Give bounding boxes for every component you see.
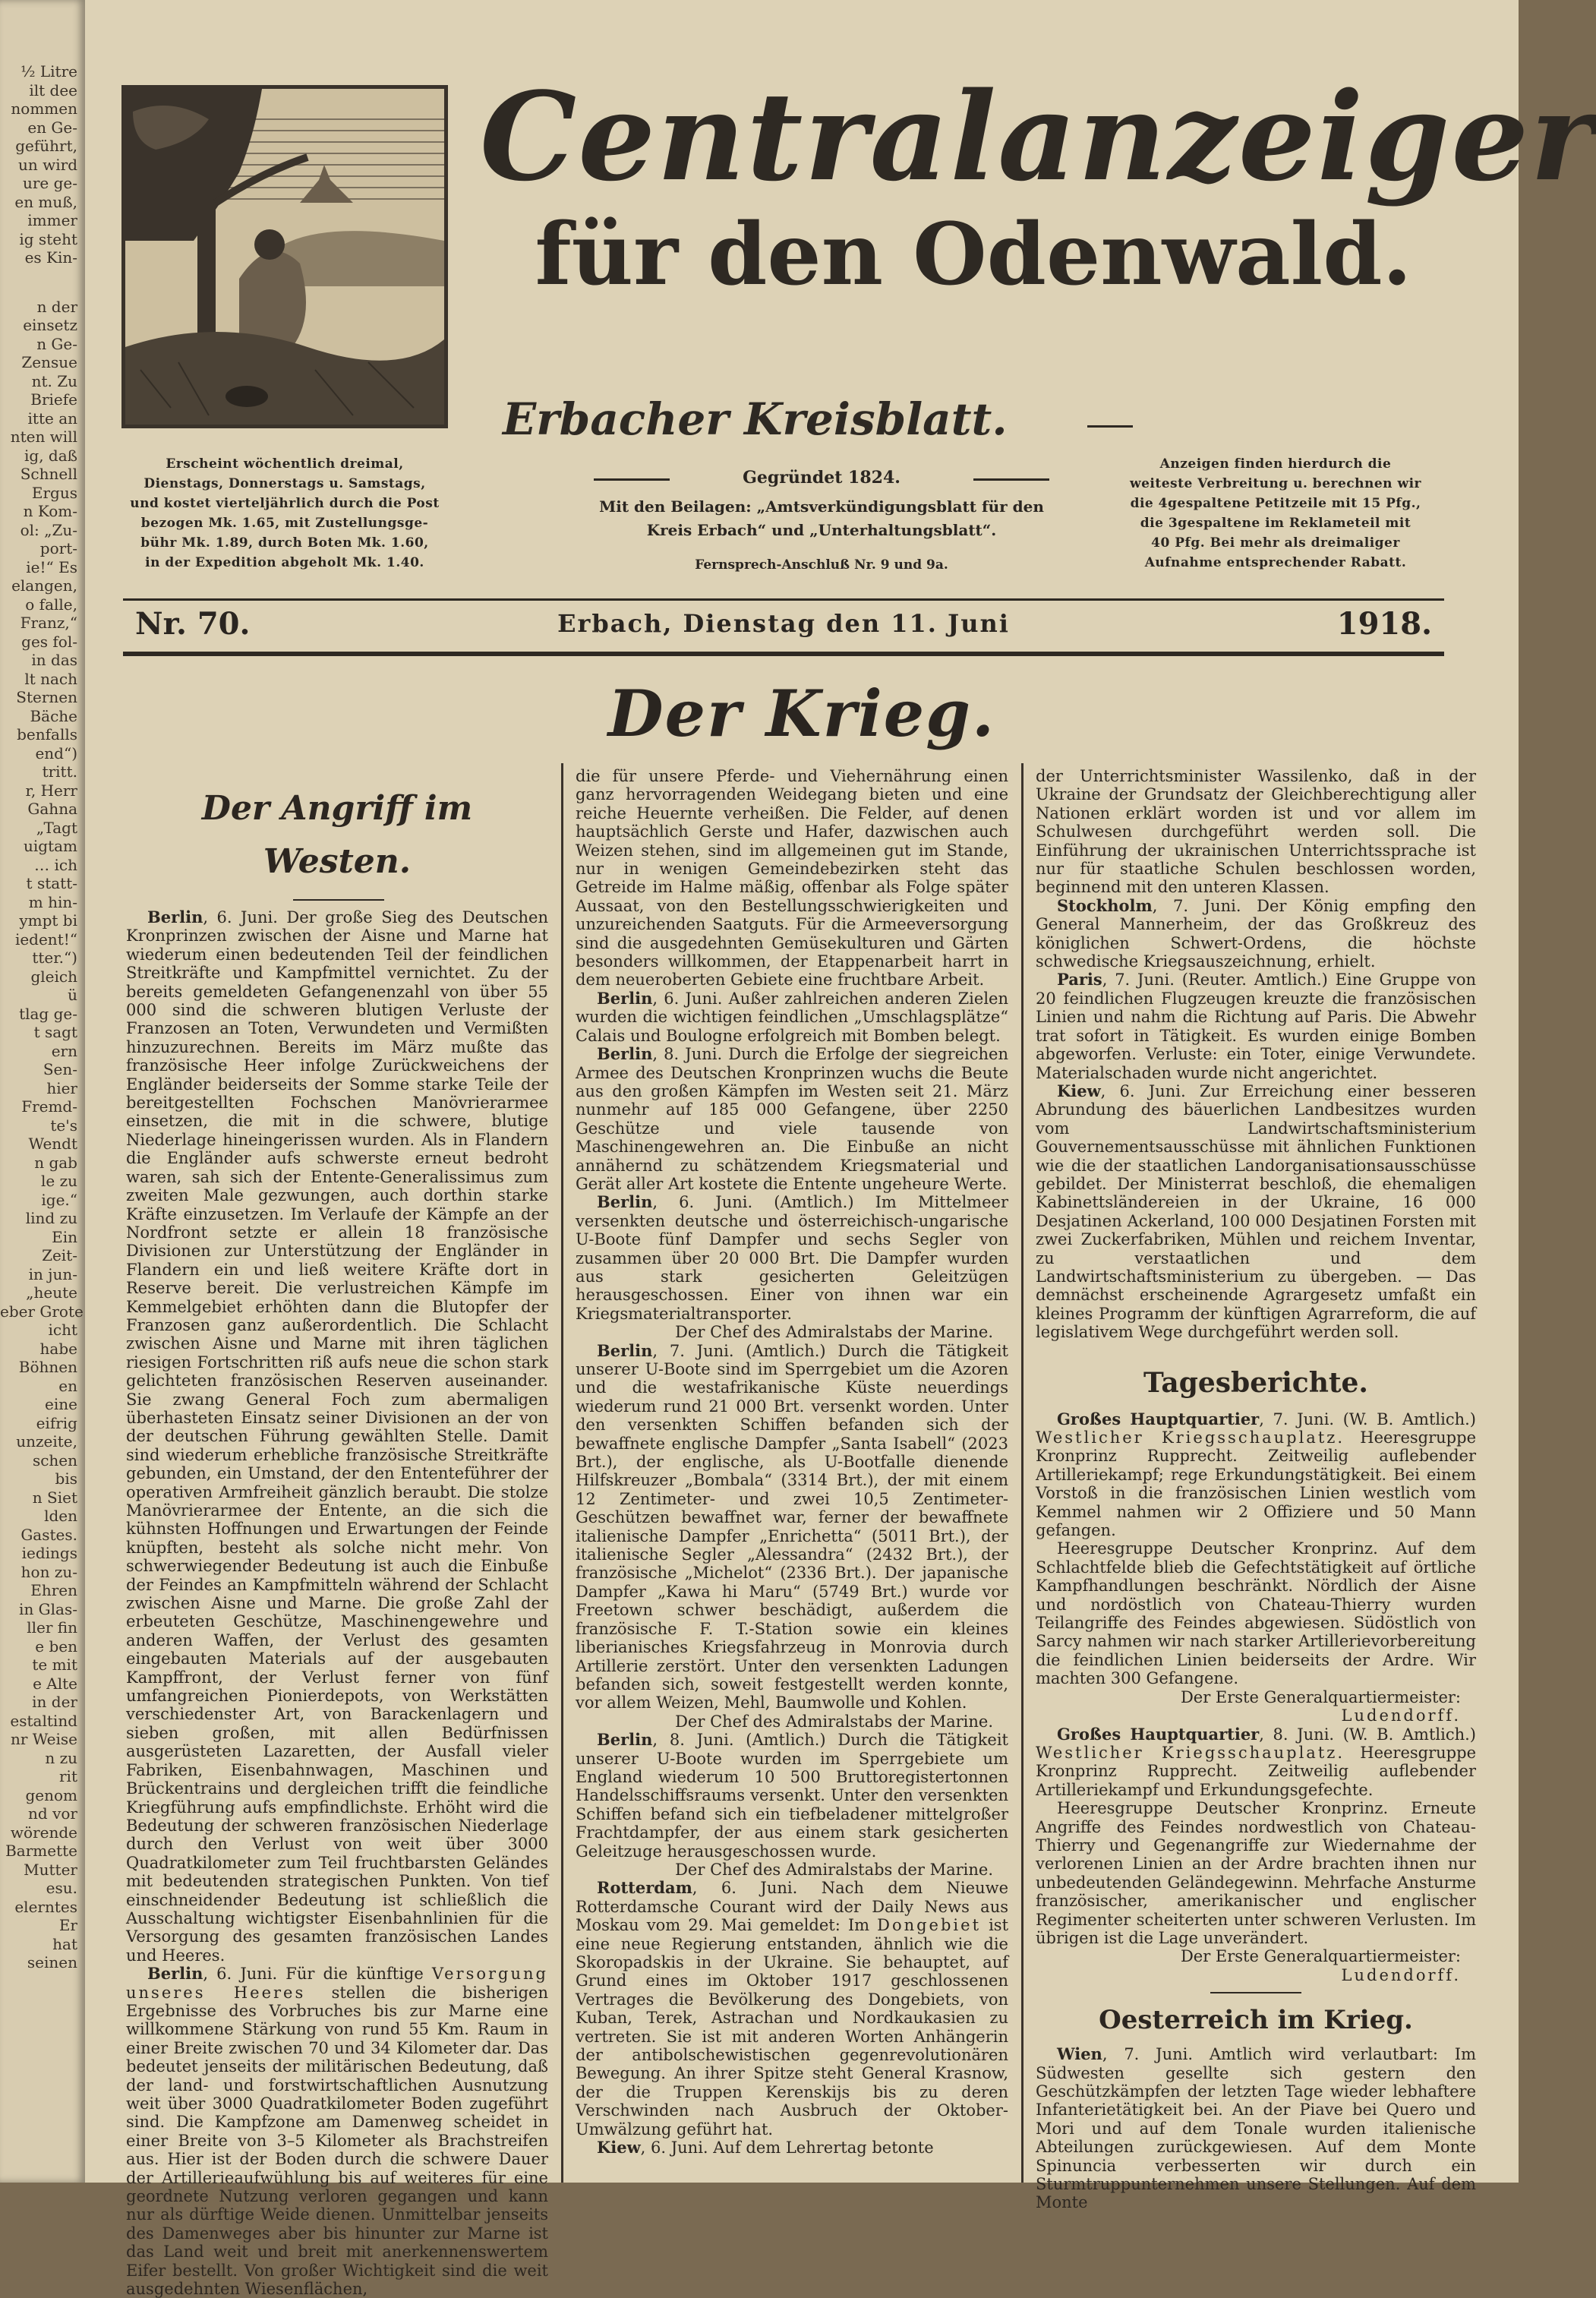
adjacent-page-fragment: Ein: [52, 1227, 77, 1246]
adjacent-page-fragment: t sagt: [33, 1023, 77, 1041]
paragraph-text: , 6. Juni. (Amtlich.) Im Mittelmeer versenkten deutsche und österreichisch-ungarische U-Boote fünf Dampfer und sechs Segler von zusammen über 20 000 Brt. Die Dampfer wurden aus stark gesicherten Geleitzügen herausgeschossen. Einer von ihnen war ein Kriegsmaterialtransporter.: [576, 1193, 1008, 1323]
article-paragraph: [576, 2139, 1008, 2157]
adjacent-page-fragment: nten will: [10, 428, 77, 446]
adjacent-page-fragment: hon zu-: [21, 1562, 77, 1581]
adjacent-page-fragment: te mit: [32, 1656, 77, 1674]
place-name: Großes Hauptquartier: [1057, 1409, 1260, 1428]
adjacent-page-fragment: in Glas-: [19, 1599, 77, 1618]
adjacent-page-fragment: nommen: [11, 99, 77, 118]
article-paragraph: [576, 1045, 1008, 1193]
article-paragraph: Heeresgruppe Deutscher Kronprinz. Auf dem Schlachtfelde blieb die Gefechtstätigkeit auf örtliche Kampfhandlungen beschränkt. Nördlich der Aisne und nordöstlich von Chateau-Thierry wurden Teilangriffe des Feindes abgewiesen. Südöstlich von Sarcy nahmen wir nach starker Artillerievorbereitung die feindlichen Linien beiderseits der Ardre. Wir machten 300 Gefangene.: [1036, 1539, 1476, 1688]
place-name: Rotterdam: [597, 1878, 692, 1898]
adjacent-page-fragment: benfalls: [17, 725, 77, 743]
place-name: Berlin: [597, 1044, 653, 1064]
paragraph-text: , 6. Juni. Zur Erreichung einer besseren Abrundung des bäuerlichen Landbesitzes wurden vom Landwirtschaftsministerium Gouvernementsausschüsse mit ähnlichen Funktionen wie die der staatlichen Landorganisationsausschüsse gebildet. Der Ministerrat beschloß, die ehemaligen Kabinettsländereien in der Ukraine, 16 000 Desjatinen Ackerland, 100 000 Desjatinen Forsten mit zwei Zuckerfabriken, Mühlen und reichem Inventar, zu verstaatlichen und dem Landwirtschaftsministerium zu übergeben. — Das demnächst erscheinende Agrargesetz umfaßt ein kleines Programm der künftigen Agrarreform, die auf legislativem Wege durchgeführt werden soll.: [1036, 1081, 1476, 1342]
paragraph-text: , 7. Juni. (Amtlich.) Durch die Tätigkeit unserer U-Boote sind im Sperrgebiet um die Azoren und die westafrikanische Küste neuerdings wiederum rund 21 000 Brt. versenkt worden. Unter den versenkten Schiffen befanden sich der bewaffnete englische Dampfer „Santa Isabell“ (2023 Brt.), der englische, als U-Bootfalle dienende Hilfskreuzer „Bombala“ (3314 Brt.), der mit einem 12 Zentimeter- und zwei 10,5 Zentimeter-Geschützen bewaffnet war, ferner der bewaffnete italienische Dampfer „Enrichetta“ (5011 Brt.), der italienische Segler „Alessandra“ (2432 Brt.), der französische „Michelot“ (2336 Brt.). Der japanische Dampfer „Kawa hi Maru“ (5749 Brt.) wurde vor Freetown schwer beschädigt, außerdem die französische F. T.-Station sowie ein kleines liberianisches Kriegsfahrzeug in Monrovia durch Artillerie zerstört. Unter den versenkten Ladungen befanden sich, soweit festgestellt werden konnte, vor allem Weizen, Mehl, Baumwolle und Kohlen.: [576, 1341, 1008, 1712]
adjacent-page-fragment: Böhnen: [18, 1358, 77, 1376]
adjacent-page-fragment: geführt,: [15, 137, 77, 155]
article-paragraph: [576, 1731, 1008, 1861]
adjacent-page-fragment: seinen: [27, 1953, 77, 1971]
adjacent-page-fragment: Wendt: [28, 1135, 77, 1153]
adjacent-page-fragment: Sternen: [16, 688, 77, 706]
spaced-text: Versorgung unseres Heeres: [126, 1965, 548, 2002]
adjacent-page-fragment: Bäche: [30, 706, 77, 725]
signature: Der Erste Generalquartiermeister:: [1180, 1687, 1461, 1706]
adjacent-page-fragment: Schnell: [20, 465, 77, 483]
adjacent-page-fragment: eine: [45, 1395, 77, 1413]
column-2: [576, 767, 1008, 2157]
adjacent-page-fragment: „heute: [26, 1283, 77, 1302]
adjacent-page-fragment: Sen-: [43, 1060, 77, 1078]
article-paragraph: [1036, 971, 1476, 1081]
founded-line: Gegründet 1824.: [743, 468, 901, 488]
advertising-line: weiteste Verbreitung u. berechnen wir: [1129, 476, 1422, 491]
adjacent-page-fragment: ilt dee: [29, 80, 77, 99]
adjacent-page-fragment: hier: [46, 1078, 77, 1097]
adjacent-page-fragment: hat: [52, 1934, 77, 1953]
article-paragraph: [126, 908, 548, 1965]
adjacent-page-fragment: ympt bi: [19, 911, 77, 930]
adjacent-page-fragment: ½ Litre: [21, 62, 77, 80]
masthead-illustration: [121, 85, 448, 428]
adjacent-page-fragment: habe: [39, 1339, 77, 1358]
paragraph-text: , 7. Juni. Der König empfing den General Mannerheim, der das Großkreuz des königlichen Schwert-Ordens, die höchste schwedische Kriegsauszeichnung, erhielt.: [1036, 896, 1476, 971]
adjacent-page-fragment: esu.: [46, 1879, 77, 1897]
article-paragraph: [1036, 1082, 1476, 1342]
adjacent-page-fragment: t statt-: [26, 874, 77, 892]
adjacent-page-fragment: elangen,: [11, 576, 77, 595]
adjacent-page-fragment: Briefe: [30, 390, 77, 409]
adjacent-page-fragment: Franz,“: [20, 614, 77, 632]
article-heading: Tagesberichte.: [1143, 1366, 1368, 1399]
adjacent-page-fragment: ü: [68, 986, 77, 1004]
advertising-info: [1109, 454, 1443, 573]
subscription-line: und kostet vierteljährlich durch die Post: [130, 496, 440, 511]
adjacent-page-fragment: „Tagt: [36, 818, 77, 837]
adjacent-page-fragment: ure ge-: [22, 174, 77, 192]
adjacent-page-fragment: tter.“): [32, 949, 77, 967]
signature: Ludendorff.: [1341, 1706, 1461, 1725]
article-paragraph: [576, 1193, 1008, 1323]
adjacent-page-fragment: en muß,: [14, 192, 77, 211]
adjacent-page-fragment: rit: [59, 1767, 77, 1785]
subscription-line: in der Expedition abgeholt Mk. 1.40.: [145, 555, 424, 570]
issue-year: 1918.: [1336, 606, 1432, 642]
adjacent-page-fragment: en Ge-: [27, 118, 77, 137]
masthead-subtitle: Erbacher Kreisblatt.: [503, 393, 1008, 445]
article-heading: Oesterreich im Krieg.: [1099, 2005, 1413, 2036]
adjacent-page-strip: [0, 0, 85, 2183]
adjacent-page-fragment: iedings: [21, 1544, 77, 1562]
adjacent-page-fragment: Mutter: [24, 1860, 77, 1879]
adjacent-page-fragment: e Alte: [33, 1674, 77, 1693]
paragraph-text: , 6. Juni. Für die künftige: [203, 1965, 432, 1984]
adjacent-page-fragment: elerntes: [14, 1897, 77, 1916]
article-paragraph: [576, 990, 1008, 1045]
adjacent-page-fragment: wörende: [10, 1823, 77, 1842]
paragraph-text: , 8. Juni. (W. B. Amtlich.): [1259, 1725, 1476, 1744]
adjacent-page-fragment: Fremd-: [21, 1097, 77, 1116]
adjacent-page-fragment: schen: [32, 1450, 77, 1469]
adjacent-page-fragment: ig, daß: [24, 446, 77, 465]
signature: Der Chef des Admiralstabs der Marine.: [675, 1860, 993, 1879]
column-rule: [1021, 763, 1024, 2183]
ornament-rule: [1087, 425, 1133, 428]
adjacent-page-fragment: lt nach: [24, 669, 77, 688]
adjacent-page-fragment: ige.“: [41, 1190, 77, 1209]
adjacent-page-fragment: end“): [35, 743, 77, 762]
signature: Der Chef des Admiralstabs der Marine.: [675, 1712, 993, 1731]
adjacent-page-fragments-top: [0, 0, 85, 267]
adjacent-page-fragment: Zeit-: [42, 1246, 77, 1264]
adjacent-page-fragment: in jun-: [28, 1264, 77, 1283]
paragraph-text: , 6. Juni. Nach dem Nieuwe Rotterdamsche Courant wird der Daily News aus Moskau vom 29. Mai gemeldet: Im: [576, 1879, 1008, 1935]
paragraph-text: , 7. Juni. Amtlich wird verlautbart: Im Südwesten gesellte sich gestern den Geschützkämpfen der letzten Tage wieder lebhaftere Infanterietätigkeit bei. An der Piave bei Quero und Mori und auf dem Tonale wurden italienische Abteilungen zurückgewiesen. Auf dem Monte Spinuncia verbesserten wir durch ein Sturmtruppunternehmen unsere Stellungen. Auf dem Monte: [1036, 2045, 1476, 2212]
heading-rule: [293, 899, 384, 901]
adjacent-page-fragment: Gastes.: [21, 1525, 77, 1544]
subscription-info: [121, 454, 448, 573]
adjacent-page-fragment: icht: [48, 1321, 77, 1339]
subscription-line: bezogen Mk. 1.65, mit Zustellungsge-: [140, 516, 429, 531]
adjacent-page-fragment: … ich: [34, 855, 77, 874]
signature: Der Chef des Admiralstabs der Marine.: [675, 1323, 993, 1342]
subscription-line: Dienstags, Donnerstags u. Samstags,: [144, 476, 426, 491]
article-paragraph: [576, 1342, 1008, 1712]
adjacent-page-fragments-mid: [0, 298, 85, 1972]
adjacent-page-fragment: n der: [36, 297, 77, 316]
adjacent-page-fragment: ges fol-: [21, 632, 77, 651]
subscription-line: bühr Mk. 1.89, durch Boten Mk. 1.60,: [140, 535, 429, 551]
adjacent-page-fragment: tritt.: [42, 762, 77, 781]
paragraph-text: , 8. Juni. Durch die Erfolge der siegreichen Armee des Deutschen Kronprinzen wuchs die Beute aus den großen Kämpfen im Westen seit 21. März nunmehr auf 185 000 Gefangene, über 2250 Geschütze und viele tausende von Maschinengewehren an. Die Einbuße an nicht annähernd zu schätzendem Kriegsmaterial und Gerät aller Art kostete die Entente ungeheure Werte.: [576, 1045, 1008, 1193]
adjacent-page-fragment: un wird: [18, 155, 77, 174]
place-name: Berlin: [597, 1192, 653, 1212]
masthead-title: [480, 61, 1596, 305]
signature: Der Erste Generalquartiermeister:: [1180, 1947, 1461, 1966]
paragraph-text: , 6. Juni. Außer zahlreichen anderen Zielen wurden die wichtigen feindlichen „Umschlagsplätze“ Calais und Boulogne erfolgreich mit Bomben belegt.: [576, 989, 1008, 1045]
column-1: [126, 767, 548, 2298]
article-paragraph: [1036, 2045, 1476, 2212]
adjacent-page-fragment: nd vor: [28, 1804, 77, 1823]
adjacent-page-fragment: n Siet: [32, 1488, 77, 1507]
adjacent-page-fragment: Barmette: [5, 1842, 77, 1860]
column-3: [1036, 767, 1476, 2212]
paragraph-text: Heeresgruppe Kronprinz Rupprecht. Zeitweilig auflebender Artilleriekampf und Erkundungsgefechte.: [1036, 1743, 1476, 1799]
adjacent-page-fragment: n Kom-: [23, 502, 77, 520]
place-name: Paris: [1057, 970, 1102, 990]
spaced-text: Dongebiet: [877, 1916, 982, 1935]
adjacent-page-fragment: m hin-: [28, 892, 77, 911]
dateline-rule-bottom: [123, 652, 1444, 656]
adjacent-page-fragment: nt. Zu: [31, 371, 77, 390]
adjacent-page-fragment: itte an: [27, 409, 77, 428]
adjacent-page-fragment: ol: „Zu-: [20, 520, 77, 539]
paragraph-text: stellen die bisherigen Ergebnisse des Vorbruches bis zur Marne eine willkommene Stärkung von rund 55 Km. Raum in einer Breite zwischen 70 und 34 Kilometer dar. Das bedeutet jenseits der militärischen Bedeutung, daß der land- und forstwirtschaftlichen Ausnutzung weit über 3000 Quadratkilometer Boden zugeführt sind. Die Kampfzone am Damenweg scheidet in einer Breite von 3–5 Kilometer als Brachstreifen aus. Hier ist der Boden durch die schwere Dauer der Artillerieaufwühlung bis auf weiteres für eine geordnete Nutzung verloren gegangen und kann nur als dürftige Weide dienen. Unmittelbar jenseits des Damenweges aber bis hinunter zur Marne ist das Land weit und breit mit anerkennenswertem Eifer bestellt. Von großer Wichtigkeit sind die weit ausgedehnten Wiesenflächen,: [126, 1983, 548, 2298]
column-rule: [561, 763, 563, 2183]
adjacent-page-fragment: Er: [58, 1916, 77, 1934]
adjacent-page-fragment: le zu: [40, 1172, 77, 1190]
paragraph-text: , 8. Juni. (Amtlich.) Durch die Tätigkeit unserer U-Boote wurden im Sperrgebiete um England wiederum 10 500 Bruttoregistertonnen Handelsschiffsraums versenkt. Unter den versenkten Schiffen befand sich ein tiefbeladener mittelgroßer Frachtdampfer, der aus einem stark gesicherten Geleitzuge herausgeschossen wurde.: [576, 1731, 1008, 1861]
adjacent-page-fragment: unzeite,: [16, 1432, 77, 1450]
adjacent-page-fragment: ller fin: [27, 1618, 77, 1637]
adjacent-page-fragment: lind zu: [25, 1209, 77, 1227]
article-paragraph: [1036, 1725, 1476, 1800]
adjacent-page-fragment: immer: [27, 211, 77, 229]
place-name: Berlin: [597, 988, 653, 1008]
newspaper-page: [85, 0, 1596, 2298]
place-name: Berlin: [597, 1730, 653, 1750]
adjacent-page-fragment: port-: [39, 539, 77, 557]
adjacent-page-fragment: in das: [31, 651, 77, 669]
adjacent-page-fragment: eifrig: [36, 1413, 77, 1432]
adjacent-page-fragment: te's: [50, 1116, 77, 1135]
advertising-line: Anzeigen finden hierdurch die: [1159, 456, 1392, 472]
adjacent-page-fragment: e ben: [35, 1637, 77, 1656]
adjacent-page-fragment: en: [58, 1376, 77, 1395]
adjacent-page-fragment: Zensue: [21, 353, 77, 371]
adjacent-page-fragment: ern: [51, 1041, 77, 1060]
signature: Ludendorff.: [1341, 1965, 1461, 1984]
advertising-line: Aufnahme entsprechender Rabatt.: [1144, 555, 1407, 570]
spaced-text: Westlicher Kriegsschauplatz.: [1036, 1743, 1345, 1762]
paragraph-text: Heeresgruppe Kronprinz Rupprecht. Zeitweilig auflebender Artilleriekampf; rege Erkundungstätigkeit. Bei einem Vorstoß in die französischen Linien westlich vom Kemmel nahmen wir 2 Offiziere und 50 Mann gefangen.: [1036, 1428, 1476, 1540]
article-heading: Der Angriff im Westen.: [201, 789, 473, 881]
adjacent-page-fragment: n Ge-: [36, 334, 77, 353]
section-title: Der Krieg.: [607, 676, 996, 751]
title-line-1: Centralanzeiger: [480, 65, 1596, 208]
dateline: [123, 601, 1444, 647]
article-paragraph: Heeresgruppe Deutscher Kronprinz. Erneute Angriffe des Feindes nordwestlich von Chateau-Thierry und Gegenangriffe zur Wiedernahme der verlorenen Linien an der Ardre brachten ihnen nur unbedeutenden Geländegewinn. Mehrfache Ansturme französischer, amerikanischer und englischer Regimenter scheiterten unter schweren Verlusten. Im übrigen ist die Lage unverändert.: [1036, 1799, 1476, 1947]
place-name: Stockholm: [1057, 895, 1153, 915]
adjacent-page-fragment: nr Weise: [10, 1730, 77, 1748]
article-paragraph: der Unterrichtsminister Wassilenko, daß in der Ukraine der Grundsatz der Gleichberechtigung aller Nationen erklärt worden ist und vor allem im Schulwesen durchgeführt werden soll. Die Einführung der ukrainischen Unterrichtssprache ist nur für staatliche Schulen beschlossen worden, beginnend mit den unteren Klassen.: [1036, 767, 1476, 897]
adjacent-page-fragment: n gab: [34, 1153, 77, 1172]
article-paragraph: [576, 1879, 1008, 2139]
place-name: Wien: [1057, 2044, 1102, 2064]
adjacent-page-fragment: ie!“ Es: [26, 557, 77, 576]
place-name: Kiew: [1057, 1081, 1101, 1100]
supplements-note: [541, 495, 1102, 542]
adjacent-page-fragment: iedent!“: [14, 930, 77, 949]
advertising-line: 40 Pfg. Bei mehr als dreimaliger: [1151, 535, 1400, 551]
adjacent-page-fragment: gleich: [30, 967, 77, 986]
place-name: Großes Hauptquartier: [1057, 1724, 1260, 1744]
place-name: Berlin: [147, 1964, 203, 1984]
article-paragraph: [126, 1965, 548, 2298]
place-name: Berlin: [597, 1340, 653, 1360]
section-rule: [1210, 1992, 1301, 1993]
adjacent-page-fragment: genom: [25, 1785, 77, 1804]
supplements-line: Mit den Beilagen: „Amtsverkündigungsblatt für den: [599, 497, 1044, 516]
adjacent-page-fragment: tlag ge-: [19, 1004, 77, 1023]
adjacent-page-fragment: eber Grote: [0, 1302, 84, 1321]
advertising-line: die 4gespaltene Petitzeile mit 15 Pfg.,: [1130, 496, 1421, 511]
dateline-rule-top: [123, 598, 1444, 601]
adjacent-page-fragment: Gahna: [27, 800, 77, 818]
issue-date: Erbach, Dienstag den 11. Juni: [557, 609, 1010, 638]
subscription-line: Erscheint wöchentlich dreimal,: [166, 456, 404, 472]
article-paragraph: [1036, 1410, 1476, 1540]
issue-number: Nr. 70.: [135, 606, 251, 642]
adjacent-page-fragment: Ergus: [31, 483, 77, 502]
place-name: Kiew: [597, 2138, 641, 2158]
supplements-line: Kreis Erbach“ und „Unterhaltungsblatt“.: [646, 521, 997, 539]
adjacent-page-fragment: o falle,: [25, 595, 77, 614]
adjacent-page-fragment: Ehren: [30, 1581, 77, 1599]
adjacent-page-fragment: estaltind: [10, 1711, 77, 1730]
place-name: Berlin: [147, 908, 203, 926]
phone-line: Fernsprech-Anschluß Nr. 9 und 9a.: [695, 557, 948, 573]
adjacent-page-fragment: bis: [55, 1469, 77, 1488]
adjacent-page-fragment: lden: [44, 1507, 77, 1525]
adjacent-page-fragment: n zu: [45, 1748, 77, 1767]
adjacent-page-fragment: einsetz: [23, 316, 77, 334]
adjacent-page-fragment: ig steht: [19, 229, 77, 248]
advertising-line: die 3gespaltene im Reklameteil mit: [1140, 516, 1411, 531]
title-line-2: für den Odenwald.: [535, 205, 1412, 305]
article-paragraph: die für unsere Pferde- und Viehernährung einen ganz hervorragenden Weidegang bieten und eine reiche Heuernte verheißen. Die Felder, auf denen hauptsächlich Gerste und Hafer, dazwischen auch Weizen stehen, sind im allgemeinen gut im Stande, nur in wenigen Gemeindebezirken steht das Getreide im Halme mäßig, offenbar als Folge später Aussaat, von den Bestellungsschwierigkeiten und unzureichenden Saatguts. Für die Armeeversorgung sind die ausgedehnten Gemüsekulturen und Gärten besonders willkommen, der Etappenarbeit harrt in dem neueroberten Gebiete eine fruchtbare Arbeit.: [576, 767, 1008, 990]
spaced-text: Westlicher Kriegsschauplatz.: [1036, 1428, 1345, 1447]
adjacent-page-fragment: uigtam: [23, 837, 77, 855]
paragraph-text: , 6. Juni. Der große Sieg des Deutschen Kronprinzen zwischen der Aisne und Marne hat wiederum einen bedeutenden Teil der feindlichen Streitkräfte und Kampfmittel vernichtet. Zu der bereits gemeldeten Gefangenenzahl von über 55 000 sind die schweren blutigen Verluste der Franzosen an Toten, Verwundeten und Vermißten hinzuzurechnen. Bereits im März mußte das französische Heer infolge Zurückweichens der Engländer beiderseits der Somme starke Teile der bereitgestellten Fochschen Manövrierarmee einsetzen, die mit in die schwere, blutige Niederlage hineingerissen wurden. Als in Flandern die Engländer aufs schwerste erneut bedroht waren, sah sich der Entente-Generalissimus zum zweiten Male gezwungen, auch dorthin starke Kräfte einzusetzen. Im Verlaufe der Kämpfe an der Nordfront setzte er allein 18 französische Divisionen zur Unterstützung der Engländer in Flandern ein und ließ weitere Kräfte dort in Reserve bereit. Die verlustreichen Kämpfe im Kemmelgebiet erhöhten dann die Blutopfer der Franzosen ganz außerordentlich. Die Schlacht zwischen Aisne und Marne mit ihren täglichen riesigen Fortschritten riß aufs neue die schon stark gelichteten französischen Reserven auseinander. Sie zwang General Foch zum abermaligen überhasteten Einsatz seiner Divisionen an der von der deutschen Führung gewählten Stelle. Damit sind wiederum erhebliche französische Streitkräfte gebunden, ein Umstand, der den Ententeführer der operativen Armfreiheit gänzlich beraubt. Die stolze Manövrierarmee der Entente, an die sich die kühnsten Hoffnungen und Erwartungen der Feinde knüpften, besteht als solche nicht mehr. Von schwerwiegender Bedeutung ist auch die Einbuße der Feindes an Kampfmitteln während der Schlacht zwischen Aisne und Marne. Die große Zahl der erbeuteten Geschütze, Maschinengewehre und anderen Waffen, der Verlust des gesamten eingebauten Materials auf der ausgebauten Kampffront, der Verlust ferner von fünf umfangreichen Pionierdepots, von Werkstätten verschiedenster Art, von Barackenlagern und sieben großen, mit allen Bedürfnissen ausgerüsteten Lazaretten, der Ausfall vieler Fabriken, Eisenbahnwagen, Maschinen und Brückentrains und dergleichen trifft die feindliche Kriegführung aufs empfindlichste. Erhöht wird die Bedeutung der schweren französischen Niederlage durch den Verlust von weit über 3000 Quadratkilometer zum Teil fruchtbarsten Geländes mit bedeutenden strategischen Punkten. Von tief einschneidender Bedeutung ist schließlich die Ausschaltung wichtigster Eisenbahnlinien für die Versorgung des gesamten französischen Landes und Heeres.: [126, 908, 548, 1965]
paragraph-text: ist eine neue Regierung entstanden, ähnlich wie die Skoropadskis in der Ukraine. Sie behauptet, auf Grund eines im Oktober 1917 geschlossenen Vertrages die Bevölkerung des Dongebiets, von Kuban, Terek, Astrachan und Nordkaukasien zu vertreten. Sie ist mit anderen Worten Anhängerin der antibolschewistischen gegenrevolutionären Bewegung. An ihrer Spitze steht General Krasnow, der die Truppen Kerenskijs bis zu deren Verschwinden nach Ausbruch der Oktober-Umwälzung geführt hat.: [576, 1916, 1009, 2139]
paragraph-text: , 7. Juni. (W. B. Amtlich.): [1259, 1409, 1476, 1428]
adjacent-page-fragment: es Kin-: [24, 248, 77, 267]
founded-rule-right: [973, 478, 1049, 481]
article-paragraph: [1036, 897, 1476, 971]
paragraph-text: , 6. Juni. Auf dem Lehrertag betonte: [640, 2139, 934, 2158]
adjacent-page-fragment: in der: [32, 1693, 77, 1711]
paragraph-text: , 7. Juni. (Reuter. Amtlich.) Eine Gruppe von 20 feindlichen Flugzeugen kreuzte die französischen Linien und nahm die Richtung auf Paris. Die Abwehr trat sofort in Tätigkeit. Es wurden einige Bomben abgeworfen. Verluste: ein Toter, einige Verwundete. Materialschaden wurde nicht angerichtet.: [1036, 971, 1476, 1082]
adjacent-page-fragment: r, Herr: [25, 781, 77, 800]
